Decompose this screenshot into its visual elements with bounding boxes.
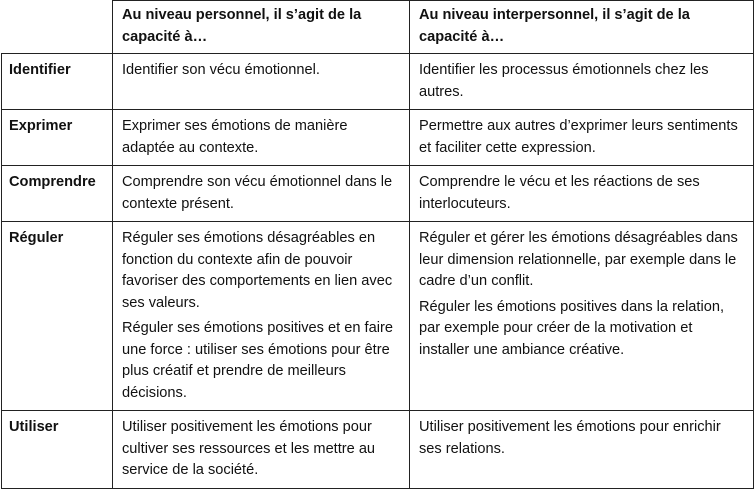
table-row (2, 110, 754, 166)
cell-text: Réguler ses émotions désagréables en fonction du contexte afin de pouvoir favoriser des comportements en lien avec ses valeurs. (122, 230, 393, 311)
cell-interpersonal (410, 54, 754, 110)
cell-text: Utiliser positivement les émotions pour enrichir ses relations. (419, 419, 721, 457)
cell-personal (113, 54, 410, 110)
cell-text: Permettre aux autres d’exprimer leurs sentiments et faciliter cette expression. (419, 118, 738, 156)
cell-text: Exprimer ses émotions de manière adaptée au contexte. (122, 118, 348, 156)
cell-text: Identifier son vécu émotionnel. (122, 62, 320, 78)
table-row (2, 411, 754, 489)
cell-text: Réguler ses émotions positives et en faire une force : utiliser ses émotions pour être plus créatif et prendre de meilleurs décisions. (122, 320, 393, 401)
table-row (2, 222, 754, 411)
cell-interpersonal (410, 411, 754, 489)
cell-text: Réguler les émotions positives dans la relation, par exemple pour créer de la motivation et installer une ambiance créative. (419, 298, 725, 358)
header-interpersonal: Au niveau interpersonnel, il s’agit de la capacité à… (410, 1, 754, 54)
header-row (2, 1, 754, 54)
cell-personal (113, 166, 410, 222)
cell-interpersonal (410, 166, 754, 222)
row-label-utiliser: Utiliser (2, 411, 113, 489)
cell-interpersonal (410, 222, 754, 411)
corner-cell (2, 1, 113, 54)
table-row (2, 54, 754, 110)
competences-table (1, 0, 754, 489)
row-label-identifier: Identifier (2, 54, 113, 110)
cell-interpersonal (410, 110, 754, 166)
cell-text: Comprendre le vécu et les réactions de ses interlocuteurs. (419, 174, 700, 212)
cell-text: Identifier les processus émotionnels chez les autres. (419, 62, 709, 100)
row-label-comprendre: Comprendre (2, 166, 113, 222)
cell-text: Utiliser positivement les émotions pour cultiver ses ressources et les mettre au service de la société. (122, 419, 376, 478)
cell-text: Comprendre son vécu émotionnel dans le contexte présent. (122, 174, 393, 212)
cell-text: Réguler et gérer les émotions désagréables dans leur dimension relationnelle, par exemple dans le cadre d’un conflit. (419, 230, 738, 289)
row-label-reguler: Réguler (2, 222, 113, 411)
row-label-exprimer: Exprimer (2, 110, 113, 166)
cell-personal (113, 411, 410, 489)
table-row (2, 166, 754, 222)
cell-personal (113, 222, 410, 411)
cell-personal (113, 110, 410, 166)
header-personal: Au niveau personnel, il s’agit de la capacité à… (113, 1, 410, 54)
